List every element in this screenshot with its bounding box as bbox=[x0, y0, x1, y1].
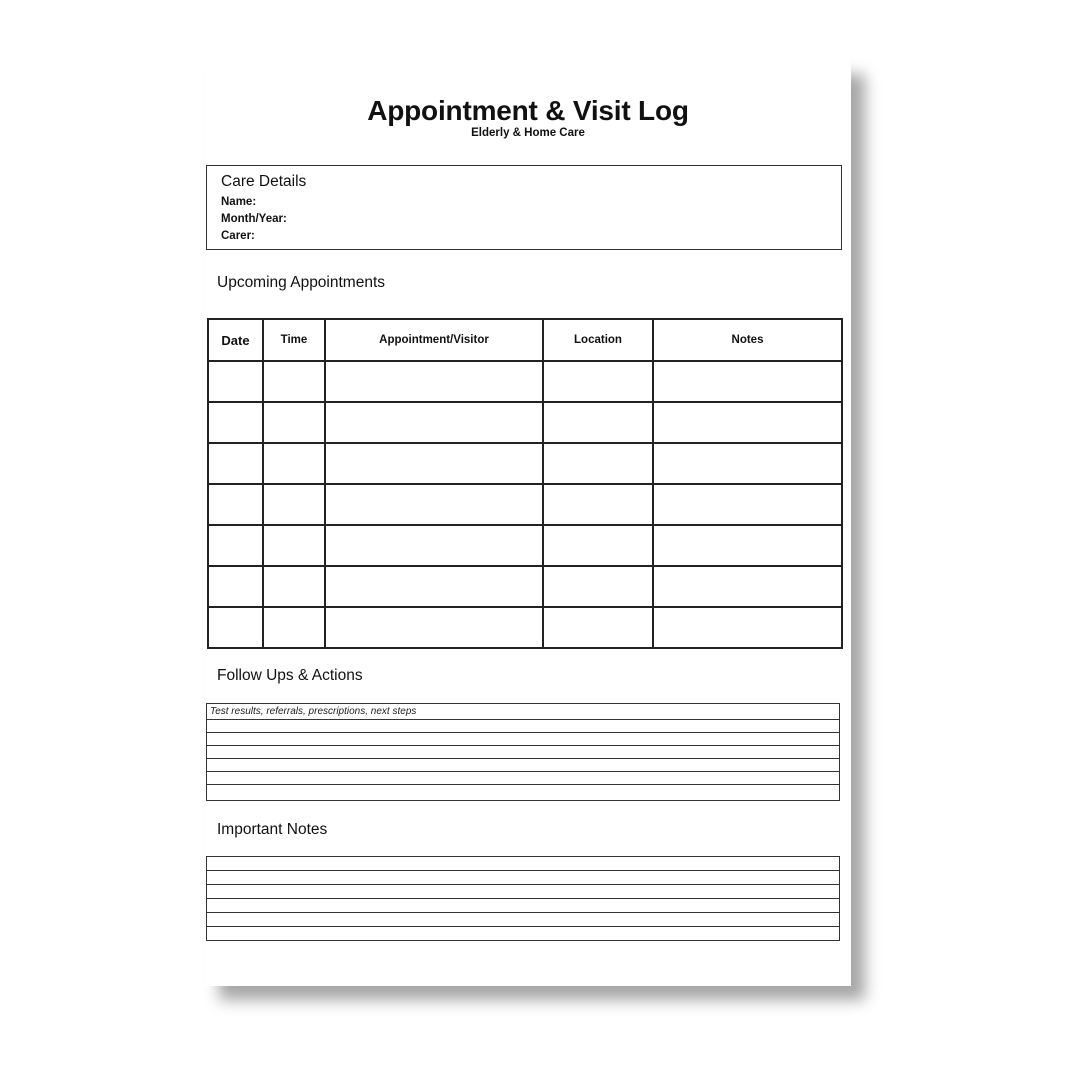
table-row bbox=[208, 402, 842, 443]
table-cell[interactable] bbox=[263, 525, 325, 566]
table-cell[interactable] bbox=[208, 484, 263, 525]
follow-ups-box[interactable] bbox=[206, 703, 840, 801]
care-details-heading: Care Details bbox=[221, 173, 307, 190]
important-notes-heading: Important Notes bbox=[217, 821, 328, 838]
table-cell[interactable] bbox=[653, 443, 842, 484]
carer-field-label[interactable]: Carer: bbox=[221, 230, 255, 242]
column-header-appointment-visitor: Appointment/Visitor bbox=[325, 319, 543, 361]
column-header-time: Time bbox=[263, 319, 325, 361]
page-title: Appointment & Visit Log bbox=[367, 95, 689, 126]
appointments-table bbox=[207, 318, 843, 649]
writing-line bbox=[207, 771, 839, 772]
appointments-table-body bbox=[208, 361, 842, 648]
table-cell[interactable] bbox=[263, 484, 325, 525]
table-row bbox=[208, 484, 842, 525]
table-cell[interactable] bbox=[208, 566, 263, 607]
table-cell[interactable] bbox=[208, 607, 263, 648]
writing-line bbox=[207, 758, 839, 759]
month-year-field-label[interactable]: Month/Year: bbox=[221, 213, 287, 225]
table-cell[interactable] bbox=[543, 443, 653, 484]
important-notes-box[interactable] bbox=[206, 856, 840, 941]
table-cell[interactable] bbox=[325, 443, 543, 484]
table-cell[interactable] bbox=[543, 402, 653, 443]
table-cell[interactable] bbox=[263, 443, 325, 484]
page-subtitle: Elderly & Home Care bbox=[471, 127, 585, 139]
table-cell[interactable] bbox=[653, 566, 842, 607]
table-cell[interactable] bbox=[543, 607, 653, 648]
table-cell[interactable] bbox=[653, 361, 842, 402]
table-row bbox=[208, 361, 842, 402]
column-header-notes: Notes bbox=[653, 319, 842, 361]
table-cell[interactable] bbox=[263, 402, 325, 443]
table-row bbox=[208, 566, 842, 607]
table-cell[interactable] bbox=[325, 566, 543, 607]
table-cell[interactable] bbox=[208, 361, 263, 402]
care-details-box bbox=[206, 165, 842, 250]
table-row bbox=[208, 607, 842, 648]
upcoming-appointments-heading: Upcoming Appointments bbox=[217, 274, 386, 291]
table-cell[interactable] bbox=[653, 607, 842, 648]
writing-line bbox=[207, 912, 839, 913]
table-cell[interactable] bbox=[263, 607, 325, 648]
writing-line bbox=[207, 898, 839, 899]
table-row bbox=[208, 443, 842, 484]
table-cell[interactable] bbox=[263, 566, 325, 607]
table-cell[interactable] bbox=[543, 525, 653, 566]
name-field-label[interactable]: Name: bbox=[221, 196, 257, 208]
table-cell[interactable] bbox=[208, 402, 263, 443]
table-cell[interactable] bbox=[653, 402, 842, 443]
column-header-location: Location bbox=[543, 319, 653, 361]
table-cell[interactable] bbox=[325, 361, 543, 402]
writing-line bbox=[207, 719, 839, 720]
table-header-row bbox=[208, 319, 842, 361]
table-cell[interactable] bbox=[543, 484, 653, 525]
writing-line bbox=[207, 784, 839, 785]
table-cell[interactable] bbox=[263, 361, 325, 402]
follow-ups-heading: Follow Ups & Actions bbox=[217, 667, 363, 684]
log-sheet bbox=[205, 60, 851, 986]
table-cell[interactable] bbox=[543, 566, 653, 607]
writing-line bbox=[207, 745, 839, 746]
writing-line bbox=[207, 870, 839, 871]
table-cell[interactable] bbox=[543, 361, 653, 402]
table-cell[interactable] bbox=[653, 525, 842, 566]
writing-line bbox=[207, 884, 839, 885]
table-cell[interactable] bbox=[325, 484, 543, 525]
writing-line bbox=[207, 926, 839, 927]
table-cell[interactable] bbox=[325, 525, 543, 566]
table-cell[interactable] bbox=[653, 484, 842, 525]
table-cell[interactable] bbox=[208, 525, 263, 566]
table-cell[interactable] bbox=[325, 607, 543, 648]
writing-line bbox=[207, 732, 839, 733]
table-cell[interactable] bbox=[325, 402, 543, 443]
follow-ups-placeholder: Test results, referrals, prescriptions, next steps bbox=[210, 706, 417, 717]
column-header-date: Date bbox=[208, 319, 263, 361]
table-cell[interactable] bbox=[208, 443, 263, 484]
table-row bbox=[208, 525, 842, 566]
